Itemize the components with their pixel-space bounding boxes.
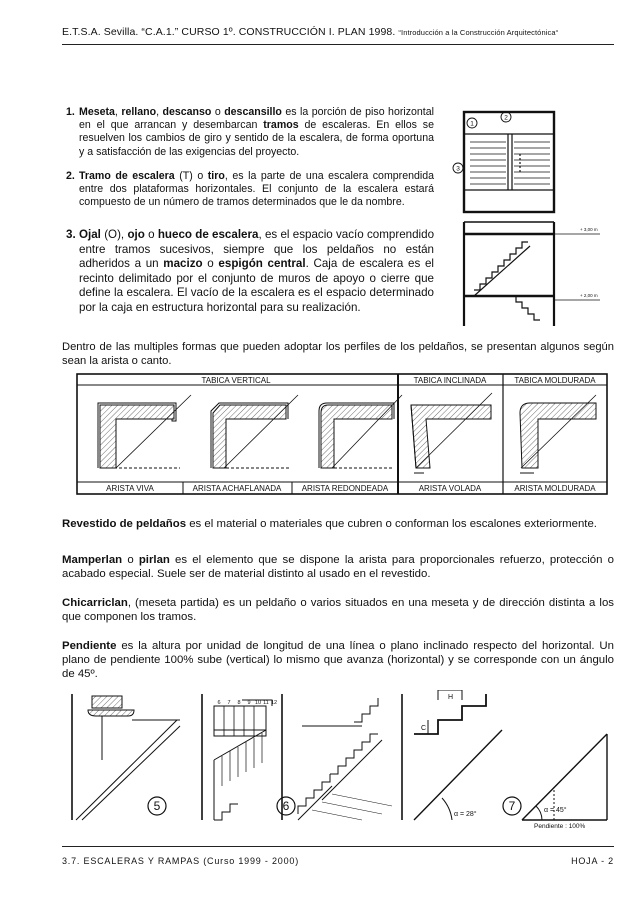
step-number: 12 (270, 700, 278, 706)
term: tramos (263, 119, 299, 132)
angle-45-label: α = 45° (544, 807, 567, 814)
angle-28-label: α = 28° (454, 811, 477, 818)
item-number: 2. (66, 170, 75, 182)
term: macizo (163, 257, 203, 271)
label-arista-achaflanada: ARISTA ACHAFLANADA (192, 484, 282, 493)
level-label-lower: + 2,00 m (580, 293, 598, 298)
label-tabica-moldurada: TABICA MOLDURADA (514, 376, 596, 385)
label-tabica-inclinada: TABICA INCLINADA (413, 376, 487, 385)
term: Pendiente (62, 640, 117, 652)
header-title: E.T.S.A. Sevilla. “C.A.1.” CURSO 1º. CONSTRUCCIÓN I. PLAN 1998. (62, 26, 396, 38)
figure-number-7: 7 (508, 799, 516, 813)
term: Ojal (79, 228, 101, 241)
term: rellano (121, 106, 157, 118)
definition-revestido: Revestido de peldaños es el material o materiales que cubren o conforman los escalones exteriormente. (62, 518, 597, 530)
label-arista-viva: ARISTA VIVA (106, 484, 154, 493)
page-footer (62, 856, 614, 866)
term: tiro (207, 170, 225, 182)
bottom-figures (62, 690, 614, 830)
term: Meseta (79, 106, 115, 118)
figure-number-5: 5 (153, 799, 161, 813)
definition-chicarriclan: Chicarriclan, (meseta partida) es un peldaño o varios situados en una meseta y de dirección distinta a los que componen los tramos. (62, 597, 614, 624)
item-number: 1. (66, 106, 75, 118)
step-profiles-figure (76, 373, 608, 495)
term: ojo (127, 228, 145, 241)
step-number: 7 (227, 700, 231, 706)
definition-meseta: 1. Meseta, rellano, descanso o descansillo es la porción de piso horizontal en el que arrancan y desembarcan tramos de escaleras. En ellos se resuelven los cambios de giro y sentido de la escalera, de forma oportuna y a satisfacción de las exigencias del proyecto. (66, 106, 434, 158)
term: pirlan (138, 554, 170, 566)
plan-label-3: 3 (456, 165, 460, 173)
term: Mamperlan (62, 554, 123, 566)
term: espigón central (218, 257, 306, 271)
footer-course: 3.7. ESCALERAS Y RAMPAS (Curso 1999 - 2000) (62, 856, 299, 866)
page-header (62, 26, 614, 38)
definition-mamperlan: Mamperlan o pirlan es el elemento que se dispone la arista para proporcionales refuerzo, protección o acabado especial. Suele ser de material distinto al usado en el revestido. (62, 554, 614, 581)
label-arista-redondeada: ARISTA REDONDEADA (301, 484, 389, 493)
item-number: 3. (66, 228, 76, 241)
step-number: 10 (254, 700, 262, 706)
plan-label-2: 2 (504, 114, 508, 122)
dimension-c: C (421, 725, 427, 732)
header-subtitle: “Introducción a la Construcción Arquitectónica“ (398, 28, 559, 37)
footer-rule (62, 846, 614, 847)
header-rule (62, 44, 614, 45)
term: Revestido de peldaños (62, 518, 187, 530)
pendiente-label: Pendiente : 100% (534, 823, 586, 830)
profiles-intro: Dentro de las multiples formas que pueden adoptar los perfiles de los peldaños, se presentan algunos según sean la arista o canto. (62, 341, 614, 367)
label-arista-volada: ARISTA VOLADA (418, 484, 482, 493)
term: hueco de escalera (157, 228, 259, 241)
step-number: 8 (237, 700, 241, 706)
definition-pendiente: Pendiente es la altura por unidad de longitud de una línea o plano inclinado respecto del horizontal. Un plano de pendiente 100% sube (vertical) lo mismo que avanza (horizontal) y se corresponde con un ángulo de 45º. (62, 640, 614, 681)
definition-tramo: 2. Tramo de escalera (T) o tiro, es la parte de una escalera comprendida entre dos plataformas horizontales. El conjunto de la escalera estará compuesto de un número de tramos determinados que le da nombre. (66, 170, 435, 209)
dimension-h: H (448, 694, 454, 701)
label-arista-moldurada: ARISTA MOLDURADA (514, 484, 596, 493)
term: Chicarriclan (62, 597, 128, 609)
stair-plan-section-figure (450, 104, 620, 330)
footer-page-number: HOJA - 2 (571, 856, 614, 866)
step-number: 9 (247, 700, 251, 706)
label-tabica-vertical: TABICA VERTICAL (201, 376, 271, 385)
level-label-upper: + 3,00 m (580, 227, 598, 232)
figure-number-6: 6 (282, 799, 290, 813)
term: Tramo de escalera (79, 170, 175, 182)
step-number: 11 (263, 700, 269, 706)
term: descansillo (224, 106, 282, 118)
term: descanso (162, 106, 212, 118)
definition-ojal: 3. Ojal (O), ojo o hueco de escalera, es el espacio vacío comprendido entre tramos sucesivos, siempre que los peldaños no están adheridos a un macizo o espigón central. Caja de escalera es el recinto delimitado por el conjunto de muros de apoyo o cierre que define la escalera. El vacío de la escalera es el espacio determinado por la caja en estructura horizontal para su realización. (66, 228, 435, 314)
plan-label-1: 1 (470, 120, 474, 128)
step-number: 6 (217, 700, 221, 706)
